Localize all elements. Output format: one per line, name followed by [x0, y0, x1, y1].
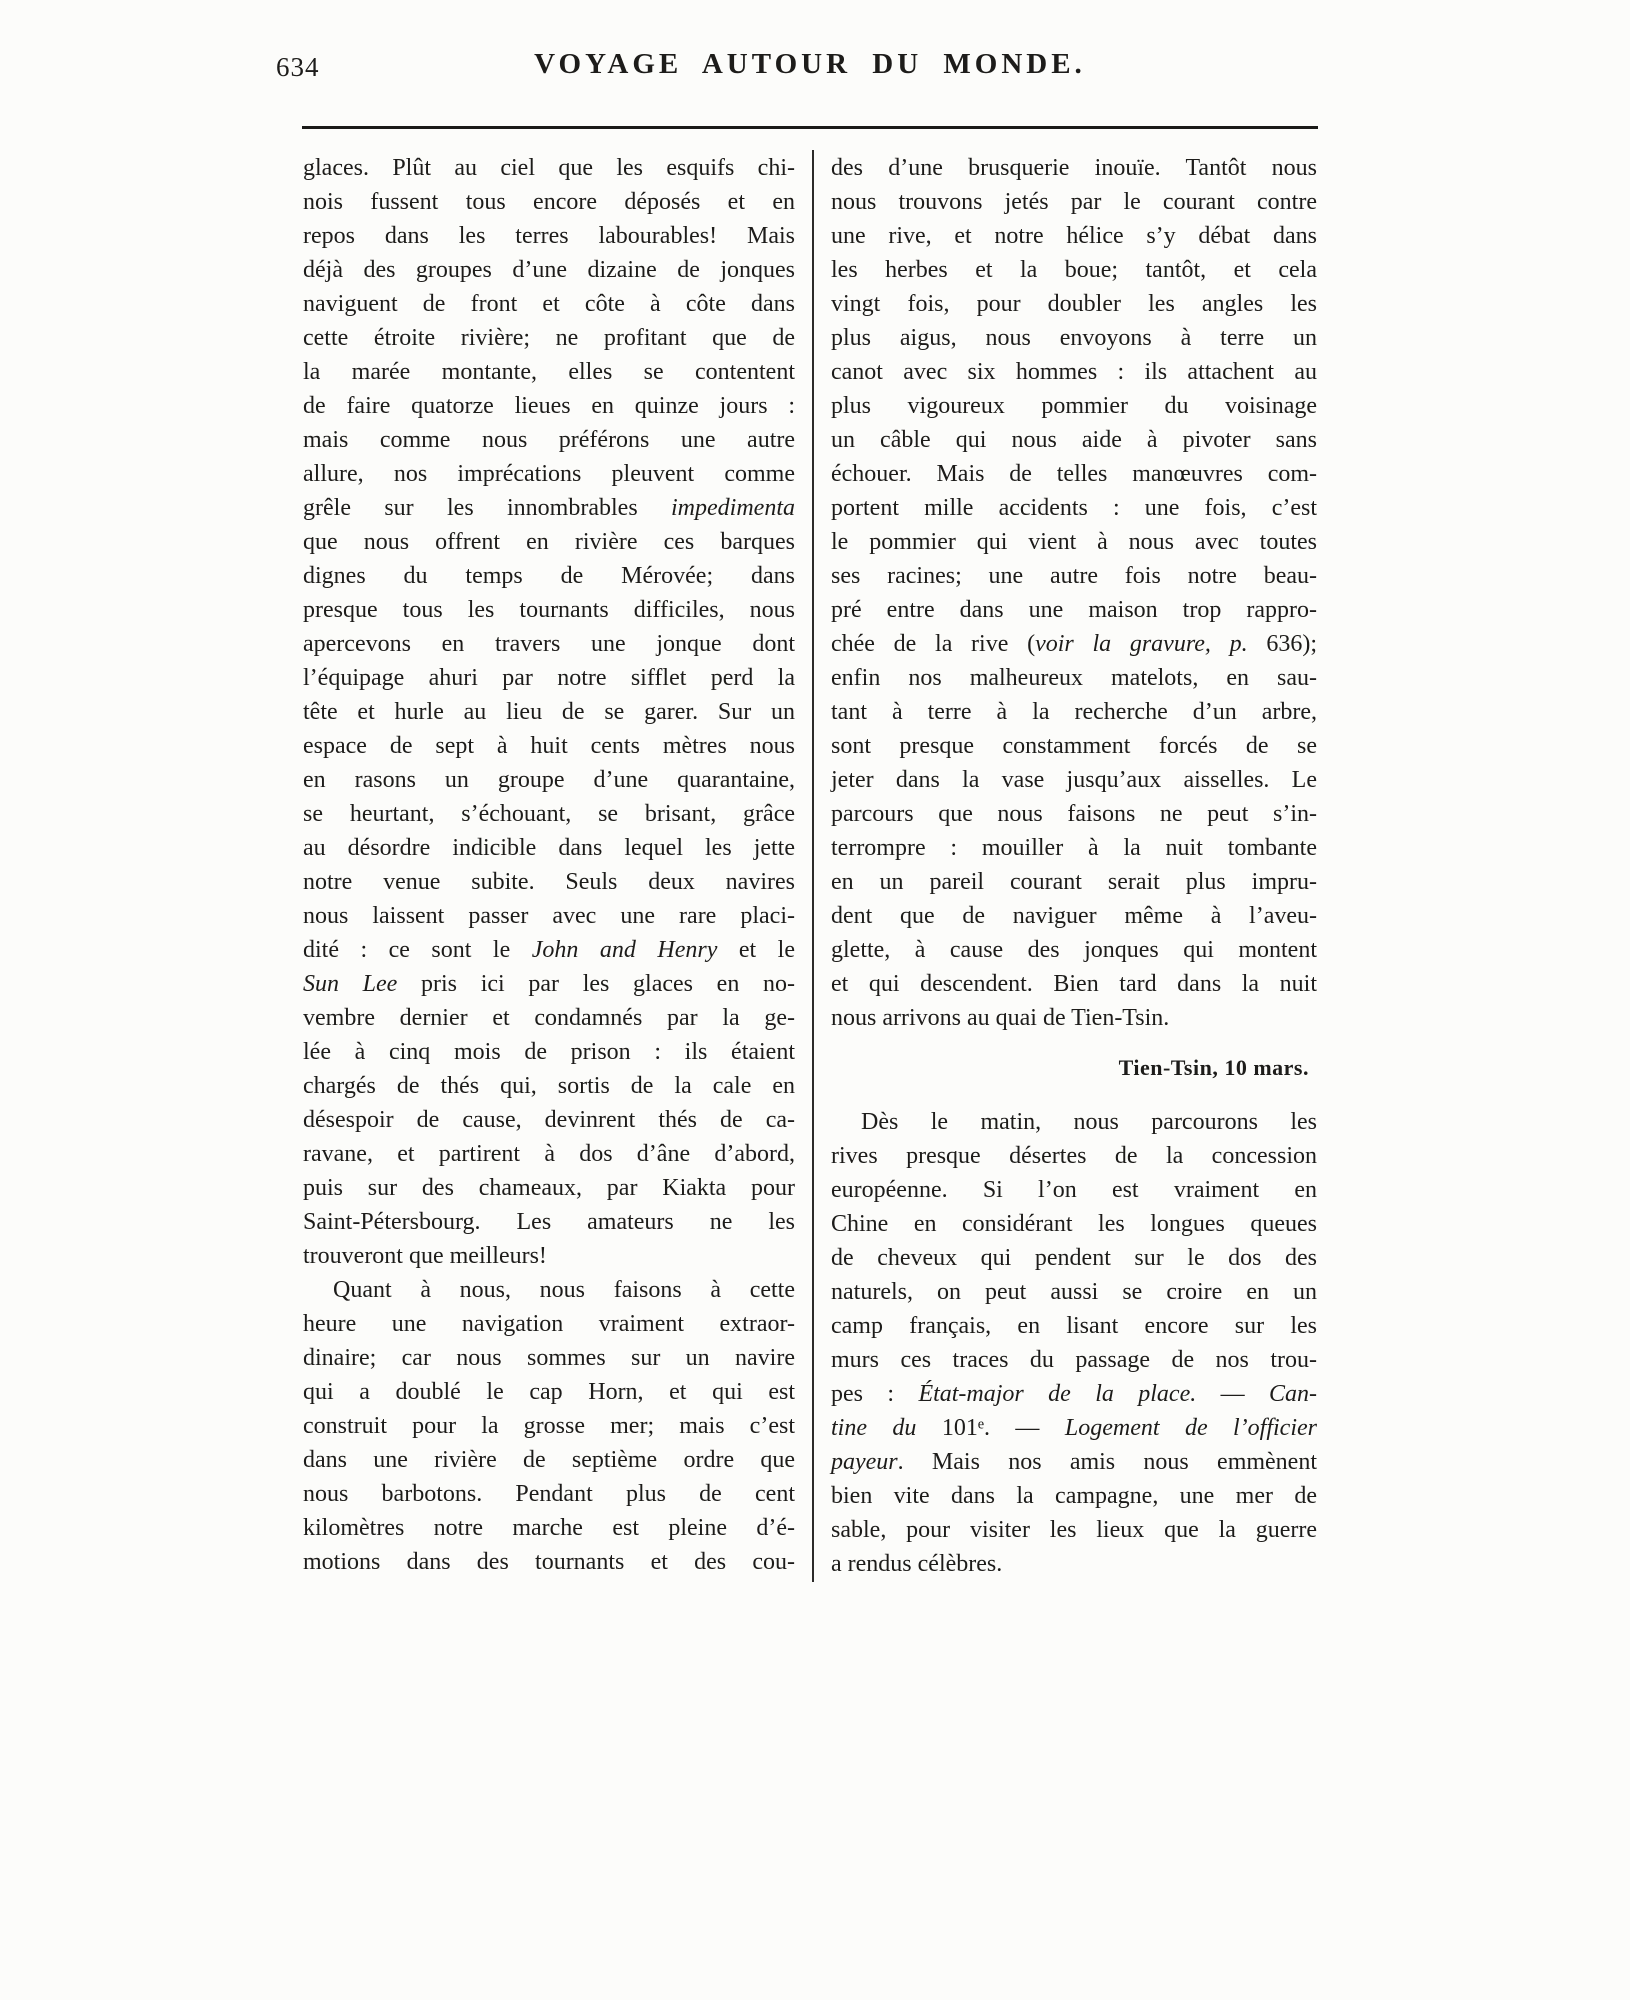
- text-segment: tête et hurle au lieu de se garer. Sur un: [303, 699, 795, 725]
- text-line: [303, 831, 795, 865]
- text-line: [303, 491, 795, 525]
- text-line: [303, 355, 795, 389]
- text-line: [831, 321, 1317, 355]
- text-line: [303, 1511, 795, 1545]
- text-line: [303, 899, 795, 933]
- text-line: [831, 695, 1317, 729]
- text-segment: Chine en considérant les longues queues: [831, 1211, 1317, 1237]
- italic-text-segment: Logement de l’officier: [1064, 1415, 1317, 1441]
- text-segment: tant à terre à la recherche d’un arbre,: [831, 699, 1317, 725]
- text-line: [831, 457, 1317, 491]
- text-line: [303, 423, 795, 457]
- text-segment: se heurtant, s’échouant, se brisant, grâce: [303, 801, 795, 827]
- text-line: [303, 1443, 795, 1477]
- italic-text-segment: Can-: [1269, 1381, 1317, 1407]
- text-segment: camp français, en lisant encore sur les: [831, 1313, 1317, 1339]
- text-segment: bien vite dans la campagne, une mer de: [831, 1483, 1317, 1509]
- text-segment: . Mais nos amis nous emmènent: [897, 1449, 1317, 1475]
- text-line: [303, 1069, 795, 1103]
- page-number: 634: [276, 52, 320, 82]
- text-segment: lée à cinq mois de prison : ils étaient: [303, 1039, 795, 1065]
- text-segment: des d’une brusquerie inouïe. Tantôt nous: [831, 155, 1317, 181]
- text-segment: kilomètres notre marche est pleine d’é-: [303, 1515, 795, 1541]
- text-segment: presque tous les tournants difficiles, nous: [303, 597, 795, 623]
- text-segment: nous barbotons. Pendant plus de cent: [303, 1481, 795, 1507]
- text-segment: notre venue subite. Seuls deux navires: [303, 869, 795, 895]
- text-segment: 101ᵉ. —: [941, 1415, 1065, 1441]
- text-line: [303, 967, 795, 1001]
- text-line: [303, 1341, 795, 1375]
- text-line: [303, 389, 795, 423]
- text-line: [303, 1477, 795, 1511]
- text-segment: terrompre : mouiller à la nuit tombante: [831, 835, 1317, 861]
- text-line: [303, 1035, 795, 1069]
- text-segment: puis sur des chameaux, par Kiakta pour: [303, 1175, 795, 1201]
- text-segment: le pommier qui vient à nous avec toutes: [831, 529, 1317, 555]
- text-segment: allure, nos imprécations pleuvent comme: [303, 461, 795, 487]
- text-segment: glaces. Plût au ciel que les esquifs chi-: [303, 155, 795, 181]
- text-segment: une rive, et notre hélice s’y débat dans: [831, 223, 1317, 249]
- text-segment: trouveront que meilleurs!: [303, 1243, 547, 1269]
- text-segment: échouer. Mais de telles manœuvres com-: [831, 461, 1317, 487]
- text-line: [303, 865, 795, 899]
- text-line: [831, 423, 1317, 457]
- italic-text-segment: État-major de la place.: [918, 1381, 1197, 1407]
- text-line: [303, 763, 795, 797]
- text-segment: vembre dernier et condamnés par la ge-: [303, 1005, 795, 1031]
- text-segment: européenne. Si l’on est vraiment en: [831, 1177, 1317, 1203]
- text-line: [303, 1375, 795, 1409]
- text-line: [303, 1205, 795, 1239]
- text-segment: et le: [717, 937, 795, 963]
- text-line: [831, 661, 1317, 695]
- text-line: [831, 967, 1317, 1001]
- text-segment: sable, pour visiter les lieux que la guerre: [831, 1517, 1317, 1543]
- text-line: [831, 287, 1317, 321]
- text-line: [831, 1207, 1317, 1241]
- text-line: [831, 559, 1317, 593]
- text-segment: Quant à nous, nous faisons à cette: [333, 1277, 795, 1303]
- text-line: [831, 1309, 1317, 1343]
- text-segment: parcours que nous faisons ne peut s’in-: [831, 801, 1317, 827]
- italic-text-segment: Sun Lee: [303, 971, 398, 997]
- text-line: [303, 287, 795, 321]
- text-line: [831, 219, 1317, 253]
- column-divider: [812, 150, 814, 1582]
- text-line: [303, 1001, 795, 1035]
- text-segment: nois fussent tous encore déposés et en: [303, 189, 795, 215]
- text-line: [303, 593, 795, 627]
- text-segment: repos dans les terres labourables! Mais: [303, 223, 795, 249]
- text-segment: désespoir de cause, devinrent thés de ca-: [303, 1107, 795, 1133]
- text-line: [303, 151, 795, 185]
- dateline: Tien-Tsin, 10 mars.: [1118, 1055, 1309, 1080]
- text-line: [831, 933, 1317, 967]
- right-column: [831, 151, 1317, 1581]
- text-line: [831, 1105, 1317, 1139]
- text-line: [303, 1171, 795, 1205]
- text-segment: en rasons un groupe d’une quarantaine,: [303, 767, 795, 793]
- text-segment: rives presque désertes de la concession: [831, 1143, 1317, 1169]
- text-line: [303, 1239, 795, 1273]
- text-line: [831, 525, 1317, 559]
- text-segment: qui a doublé le cap Horn, et qui est: [303, 1379, 795, 1405]
- text-line: [831, 865, 1317, 899]
- text-segment: ravane, et partirent à dos d’âne d’abord,: [303, 1141, 795, 1167]
- text-segment: nous laissent passer avec une rare placi-: [303, 903, 795, 929]
- text-line: [303, 661, 795, 695]
- text-segment: dans une rivière de septième ordre que: [303, 1447, 795, 1473]
- text-line: [831, 1001, 1317, 1035]
- text-segment: pré entre dans une maison trop rappro-: [831, 597, 1317, 623]
- text-segment: Saint-Pétersbourg. Les amateurs ne les: [303, 1209, 795, 1235]
- text-line: [831, 797, 1317, 831]
- text-segment: au désordre indicible dans lequel les jette: [303, 835, 795, 861]
- text-segment: un câble qui nous aide à pivoter sans: [831, 427, 1317, 453]
- italic-text-segment: tine du: [831, 1415, 942, 1441]
- text-line: [831, 151, 1317, 185]
- text-line: [831, 1343, 1317, 1377]
- text-line: [303, 219, 795, 253]
- text-line: [831, 253, 1317, 287]
- text-line: [303, 185, 795, 219]
- text-line: [303, 1273, 795, 1307]
- text-line: [303, 1409, 795, 1443]
- text-line: [303, 933, 795, 967]
- text-line: [831, 763, 1317, 797]
- text-line: [831, 1479, 1317, 1513]
- text-segment: et qui descendent. Bien tard dans la nuit: [831, 971, 1317, 997]
- text-segment: chée de la rive (: [831, 631, 1036, 657]
- text-segment: les herbes et la boue; tantôt, et cela: [831, 257, 1317, 283]
- text-segment: en un pareil courant serait plus impru-: [831, 869, 1317, 895]
- text-line: [831, 1547, 1317, 1581]
- text-segment: Dès le matin, nous parcourons les: [861, 1109, 1317, 1135]
- italic-text-segment: impedimenta: [671, 495, 795, 521]
- text-line: [831, 355, 1317, 389]
- right-column-paragraph-2: [831, 1105, 1317, 1581]
- text-line: [831, 1275, 1317, 1309]
- text-segment: de cheveux qui pendent sur le dos des: [831, 1245, 1317, 1271]
- left-column: [303, 151, 795, 1579]
- running-header-title: VOYAGE AUTOUR DU MONDE.: [534, 48, 1086, 80]
- text-segment: vingt fois, pour doubler les angles les: [831, 291, 1317, 317]
- text-segment: jeter dans la vase jusqu’aux aisselles. Le: [831, 767, 1317, 793]
- text-segment: a rendus célèbres.: [831, 1551, 1003, 1577]
- text-segment: ses racines; une autre fois notre beau-: [831, 563, 1317, 589]
- text-line: [303, 525, 795, 559]
- text-line: [831, 1377, 1317, 1411]
- text-segment: plus aigus, nous envoyons à terre un: [831, 325, 1317, 351]
- text-segment: sont presque constamment forcés de se: [831, 733, 1317, 759]
- text-line: [831, 1241, 1317, 1275]
- text-line: [303, 1545, 795, 1579]
- text-segment: portent mille accidents : une fois, c’est: [831, 495, 1317, 521]
- text-segment: dent que de naviguer même à l’aveu-: [831, 903, 1317, 929]
- text-line: [303, 457, 795, 491]
- text-segment: de faire quatorze lieues en quinze jours :: [303, 393, 795, 419]
- italic-text-segment: voir la gravure, p.: [1035, 631, 1248, 657]
- text-segment: naviguent de front et côte à côte dans: [303, 291, 795, 317]
- italic-text-segment: payeur: [831, 1449, 898, 1475]
- text-line: [831, 1139, 1317, 1173]
- text-line: [831, 1445, 1317, 1479]
- text-line: [831, 1513, 1317, 1547]
- text-segment: chargés de thés qui, sortis de la cale en: [303, 1073, 795, 1099]
- text-segment: canot avec six hommes : ils attachent au: [831, 359, 1317, 385]
- text-segment: naturels, on peut aussi se croire en un: [831, 1279, 1317, 1305]
- text-segment: enfin nos malheureux matelots, en sau-: [831, 665, 1317, 691]
- text-line: [303, 1307, 795, 1341]
- text-segment: dignes du temps de Mérovée; dans: [303, 563, 795, 589]
- text-line: [831, 185, 1317, 219]
- text-line: [831, 491, 1317, 525]
- text-line: [831, 593, 1317, 627]
- text-segment: dinaire; car nous sommes sur un navire: [303, 1345, 795, 1371]
- text-line: [831, 1411, 1317, 1445]
- text-line: [303, 321, 795, 355]
- italic-text-segment: John and Henry: [531, 937, 718, 963]
- text-segment: 636);: [1247, 631, 1318, 657]
- text-line: [831, 729, 1317, 763]
- text-line: [831, 627, 1317, 661]
- text-line: [303, 1137, 795, 1171]
- text-line: [303, 1103, 795, 1137]
- text-segment: —: [1196, 1381, 1269, 1407]
- text-line: [303, 797, 795, 831]
- text-line: [303, 627, 795, 661]
- text-segment: espace de sept à huit cents mètres nous: [303, 733, 795, 759]
- text-segment: murs ces traces du passage de nos trou-: [831, 1347, 1317, 1373]
- text-segment: mais comme nous préférons une autre: [303, 427, 795, 453]
- text-segment: glette, à cause des jonques qui montent: [831, 937, 1317, 963]
- header-rule: [302, 126, 1318, 129]
- text-line: [831, 899, 1317, 933]
- text-segment: plus vigoureux pommier du voisinage: [831, 393, 1317, 419]
- text-segment: la marée montante, elles se contentent: [303, 359, 795, 385]
- text-segment: cette étroite rivière; ne profitant que de: [303, 325, 795, 351]
- text-line: [303, 695, 795, 729]
- right-column-paragraph-1: [831, 151, 1317, 1035]
- text-segment: dité : ce sont le: [303, 937, 532, 963]
- text-line: [303, 253, 795, 287]
- text-segment: construit pour la grosse mer; mais c’est: [303, 1413, 795, 1439]
- text-segment: pes :: [831, 1381, 919, 1407]
- text-segment: pris ici par les glaces en no-: [397, 971, 796, 997]
- text-line: [831, 1173, 1317, 1207]
- text-segment: déjà des groupes d’une dizaine de jonques: [303, 257, 795, 283]
- text-segment: apercevons en travers une jonque dont: [303, 631, 795, 657]
- text-line: [303, 729, 795, 763]
- text-segment: nous trouvons jetés par le courant contre: [831, 189, 1317, 215]
- text-segment: nous arrivons au quai de Tien-Tsin.: [831, 1005, 1170, 1031]
- text-line: [831, 831, 1317, 865]
- text-segment: l’équipage ahuri par notre sifflet perd la: [303, 665, 795, 691]
- text-segment: grêle sur les innombrables: [303, 495, 672, 521]
- text-segment: heure une navigation vraiment extraor-: [303, 1311, 795, 1337]
- text-segment: motions dans des tournants et des cou-: [303, 1549, 795, 1575]
- text-segment: que nous offrent en rivière ces barques: [303, 529, 795, 555]
- text-line: [831, 389, 1317, 423]
- text-line: [303, 559, 795, 593]
